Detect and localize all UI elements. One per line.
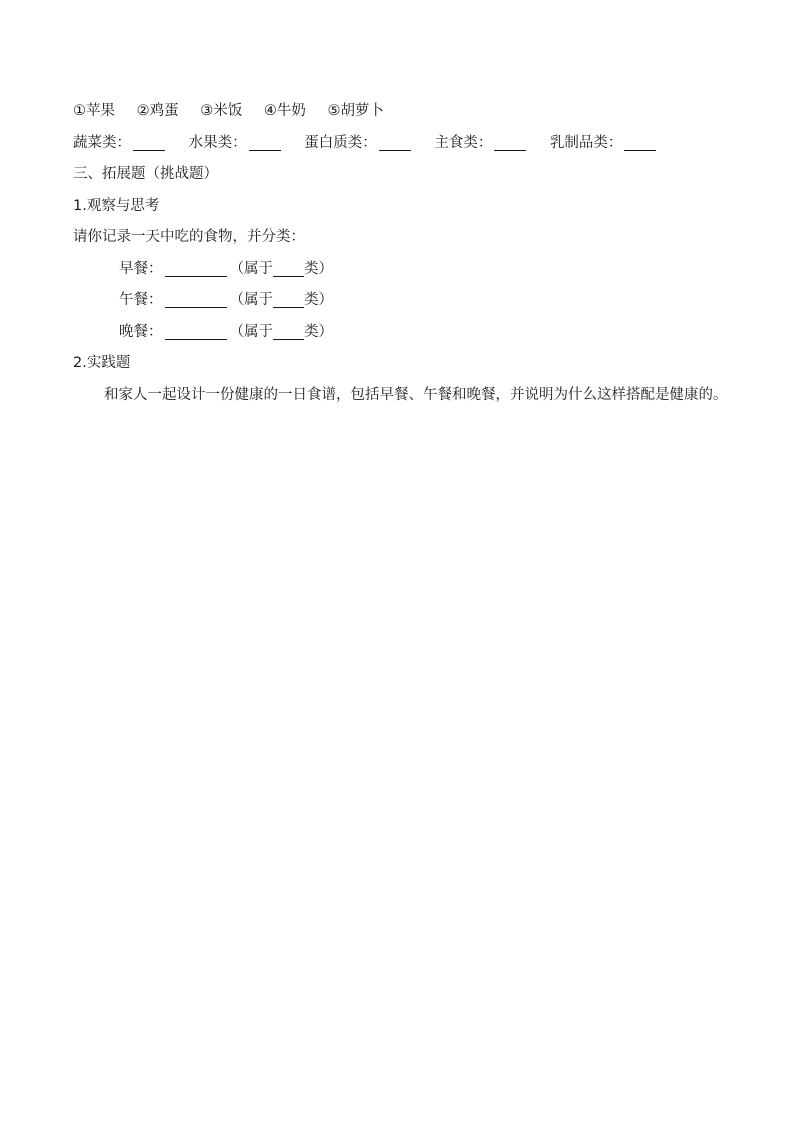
meal-category-blank[interactable] — [273, 275, 304, 277]
belong-suffix: 类） — [304, 260, 333, 277]
meal-label: 午餐： — [119, 292, 163, 308]
question-2-title: 2.实践题 — [73, 355, 131, 371]
answer-blank-staple[interactable] — [494, 149, 526, 151]
category-dairy: 乳制品类： — [550, 135, 659, 151]
answer-blank-fruit[interactable] — [249, 149, 281, 151]
food-options-row — [73, 96, 733, 128]
belong-suffix: 类） — [304, 292, 333, 308]
meal-food-blank[interactable] — [165, 306, 227, 308]
section-3-heading: 三、拓展题（挑战题） — [73, 166, 218, 182]
category-row — [73, 128, 733, 160]
category-fruit: 水果类： — [189, 135, 283, 151]
question-1-prompt: 请你记录一天中吃的食物，并分类： — [73, 229, 305, 245]
option-1: ①苹果 — [73, 103, 115, 119]
answer-blank-vegetable[interactable] — [133, 149, 165, 151]
meal-food-blank[interactable] — [165, 338, 227, 340]
meal-category-blank[interactable] — [273, 306, 304, 308]
option-4: ④牛奶 — [263, 103, 306, 119]
belong-label: （属于 — [229, 292, 273, 308]
option-2: ②鸡蛋 — [136, 103, 179, 119]
meal-category-blank[interactable] — [273, 338, 304, 340]
worksheet-page — [73, 96, 733, 411]
meal-food-blank[interactable] — [165, 275, 227, 277]
option-3: ③米饭 — [200, 103, 243, 119]
question-2-text: 和家人一起设计一份健康的一日食谱，包括早餐、午餐和晚餐，并说明为什么这样搭配是健康的。 — [104, 386, 728, 403]
belong-label: （属于 — [229, 323, 273, 340]
question-1-title: 1.观察与思考 — [73, 197, 160, 214]
meal-label: 晚餐： — [119, 323, 163, 340]
meal-row-breakfast — [73, 254, 733, 286]
belong-suffix: 类） — [304, 323, 333, 340]
answer-blank-dairy[interactable] — [624, 149, 656, 151]
category-vegetable: 蔬菜类： — [73, 135, 167, 151]
meal-label: 早餐： — [119, 260, 163, 277]
meal-row-dinner — [73, 317, 733, 349]
belong-label: （属于 — [229, 260, 273, 277]
answer-blank-protein[interactable] — [379, 149, 411, 151]
category-protein: 蛋白质类： — [304, 135, 413, 151]
meal-row-lunch — [73, 285, 733, 317]
category-staple: 主食类： — [434, 135, 528, 151]
option-5: ⑤胡萝卜 — [327, 103, 384, 119]
